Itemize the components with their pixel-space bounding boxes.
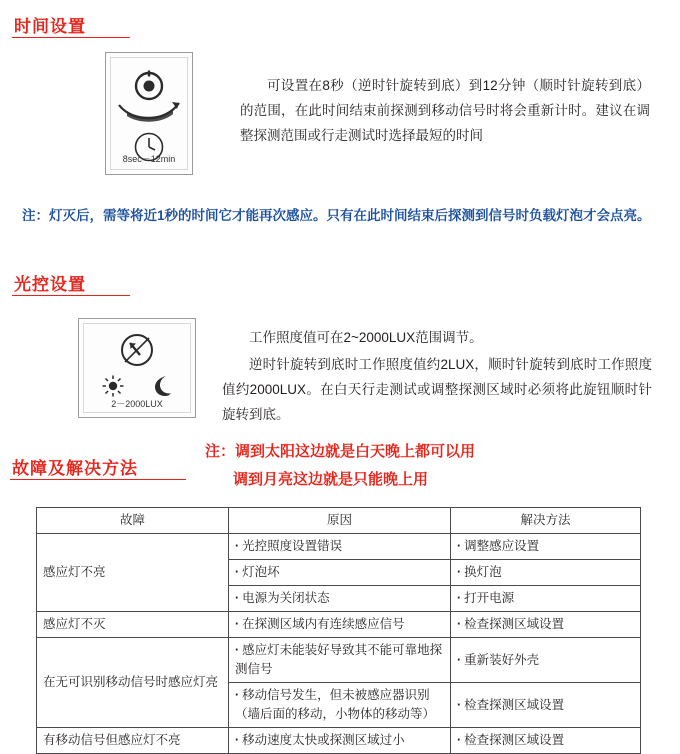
note-light-setting-line1: 注：调到太阳这边就是白天晚上都可以用	[205, 443, 476, 460]
note-light-setting-line2: 调到月亮这边就是只能晚上用	[233, 471, 429, 488]
table-header-fault: 故障	[37, 508, 229, 534]
dial-knob-icon	[132, 69, 166, 103]
table-row	[37, 612, 641, 638]
cell-solution: · 检查探测区域设置	[451, 728, 641, 754]
paragraph-light-range: 工作照度值可在2~2000LUX范围调节。	[249, 330, 483, 345]
cell-cause: · 感应灯未能装好导致其不能可靠地探测信号	[229, 638, 451, 683]
table-row	[37, 534, 641, 560]
table-header-row	[37, 508, 641, 534]
heading-underline-time	[12, 37, 130, 38]
sun-icon	[101, 374, 125, 398]
heading-underline-light	[12, 295, 130, 296]
rotate-arrow-icon	[117, 99, 183, 125]
cell-solution: · 重新装好外壳	[451, 638, 641, 683]
cell-cause: · 电源为关闭状态	[229, 586, 451, 612]
table-row	[37, 728, 641, 754]
cell-solution: · 检查探测区域设置	[451, 683, 641, 728]
cell-fault: 感应灯不灭	[37, 612, 229, 638]
cell-cause: · 光控照度设置错误	[229, 534, 451, 560]
heading-underline-troubleshooting	[10, 479, 186, 480]
table-header-solution: 解决方法	[451, 508, 641, 534]
cell-cause: · 在探测区域内有连续感应信号	[229, 612, 451, 638]
cell-solution: · 换灯泡	[451, 560, 641, 586]
moon-icon	[151, 374, 173, 398]
table-row	[37, 638, 641, 683]
cell-solution: · 打开电源	[451, 586, 641, 612]
cell-solution: · 检查探测区域设置	[451, 612, 641, 638]
troubleshooting-table	[36, 507, 641, 754]
heading-time-setting: 时间设置	[14, 17, 86, 36]
cell-solution: · 调整感应设置	[451, 534, 641, 560]
icon-caption-lux-range: 2－2000LUX	[111, 399, 163, 409]
heading-light-setting: 光控设置	[14, 275, 86, 294]
icon-box-light-setting	[78, 318, 196, 418]
note-time-setting: 注：灯灭后，需等将近1秒的时间它才能再次感应。只有在此时间结束后探测到信号时负载灯泡才会点亮。	[22, 208, 651, 223]
paragraph-light-detail: 逆时针旋转到底时工作照度值约2LUX，顺时针旋转到底时工作照度值约2000LUX。在白天行走测试或调整探测区域时必须将此旋钮顺时针旋转到底。	[222, 357, 652, 422]
heading-troubleshooting: 故障及解决方法	[12, 459, 138, 478]
cell-fault: 有移动信号但感应灯不亮	[37, 728, 229, 754]
icon-caption-time-range: 8sec－12min	[122, 154, 176, 164]
paragraph-time-setting: 可设置在8秒（逆时针旋转到底）到12分钟（顺时针旋转到底）的范围，在此时间结束前探测到移动信号时将会重新计时。建议在调整探测范围或行走测试时选择最短的时间	[240, 78, 650, 143]
cell-fault: 在无可识别移动信号时感应灯亮	[37, 638, 229, 728]
cell-cause: · 移动速度太快或探测区域过小	[229, 728, 451, 754]
cell-fault: 感应灯不亮	[37, 534, 229, 612]
table-header-cause: 原因	[229, 508, 451, 534]
cell-cause: · 灯泡坏	[229, 560, 451, 586]
icon-box-time-setting	[105, 52, 193, 175]
lux-dial-icon	[116, 329, 158, 371]
cell-cause: · 移动信号发生，但未被感应器识别（墙后面的移动，小物体的移动等）	[229, 683, 451, 728]
